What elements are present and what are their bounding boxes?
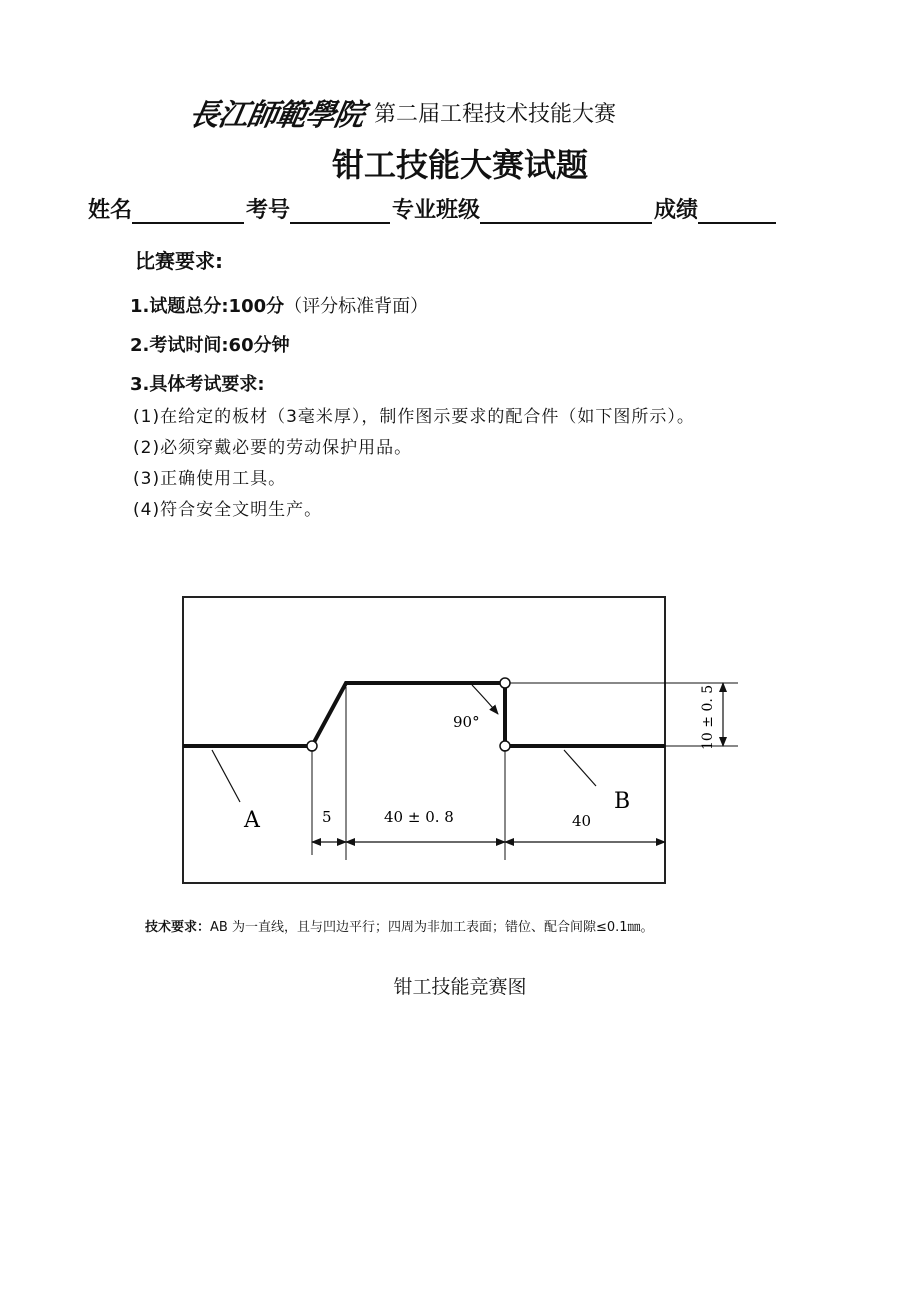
plate-border [183, 597, 665, 883]
exam-no-label: 考号 [246, 198, 291, 223]
requirement-sub-3: (3)正确使用工具。 [133, 469, 287, 489]
angle-arc [472, 685, 498, 714]
class-blank [480, 198, 652, 224]
header-line [186, 92, 617, 133]
label-b: B [614, 789, 631, 814]
requirement-item-3: 3.具体考试要求: [130, 374, 265, 395]
exam-no-blank [290, 198, 390, 224]
technical-requirement [145, 916, 654, 935]
candidate-info-row [88, 193, 778, 224]
requirement-item-1 [130, 292, 428, 318]
name-blank [132, 198, 244, 224]
requirement-item-2: 2.考试时间:60分钟 [130, 335, 290, 356]
profile-line [183, 683, 665, 746]
leader-b [564, 750, 596, 786]
angle-label: 90° [453, 713, 480, 731]
dim-5-label: 5 [322, 808, 332, 826]
leader-a [212, 750, 240, 802]
requirements-heading: 比赛要求: [135, 249, 223, 273]
fitting-drawing [160, 580, 760, 900]
college-logo: 長江師範學院 [186, 98, 367, 133]
name-label: 姓名 [88, 198, 133, 223]
dim-40-tol-label: 40 ± 0. 8 [384, 808, 454, 826]
tech-req-label: 技术要求： [145, 920, 211, 935]
item1-label: 1.试题总分:100分 [130, 296, 285, 317]
corner-circle [500, 741, 510, 751]
requirement-sub-4: (4)符合安全文明生产。 [133, 500, 323, 520]
dim-40-label: 40 [572, 812, 592, 830]
requirement-sub-1: (1)在给定的板材（3毫米厚），制作图示要求的配合件（如下图所示）。 [133, 407, 695, 427]
score-blank [698, 198, 776, 224]
page-title: 钳工技能大赛试题 [331, 146, 588, 184]
tech-req-text: AB 为一直线，且与凹边平行；四周为非加工表面；错位、配合间隙≤0.1㎜。 [210, 920, 654, 935]
competition-name: 第二届工程技术技能大赛 [374, 101, 617, 127]
class-label: 专业班级 [392, 198, 481, 223]
figure-caption: 钳工技能竞赛图 [393, 976, 527, 998]
label-a: A [244, 808, 260, 833]
corner-circle [500, 678, 510, 688]
score-label: 成绩 [654, 198, 699, 223]
dim-height-label: 10 ± 0. 5 [700, 684, 716, 750]
item1-note: （评分标准背面） [284, 296, 429, 317]
requirement-sub-2: (2)必须穿戴必要的劳动保护用品。 [133, 438, 413, 458]
corner-circle [307, 741, 317, 751]
